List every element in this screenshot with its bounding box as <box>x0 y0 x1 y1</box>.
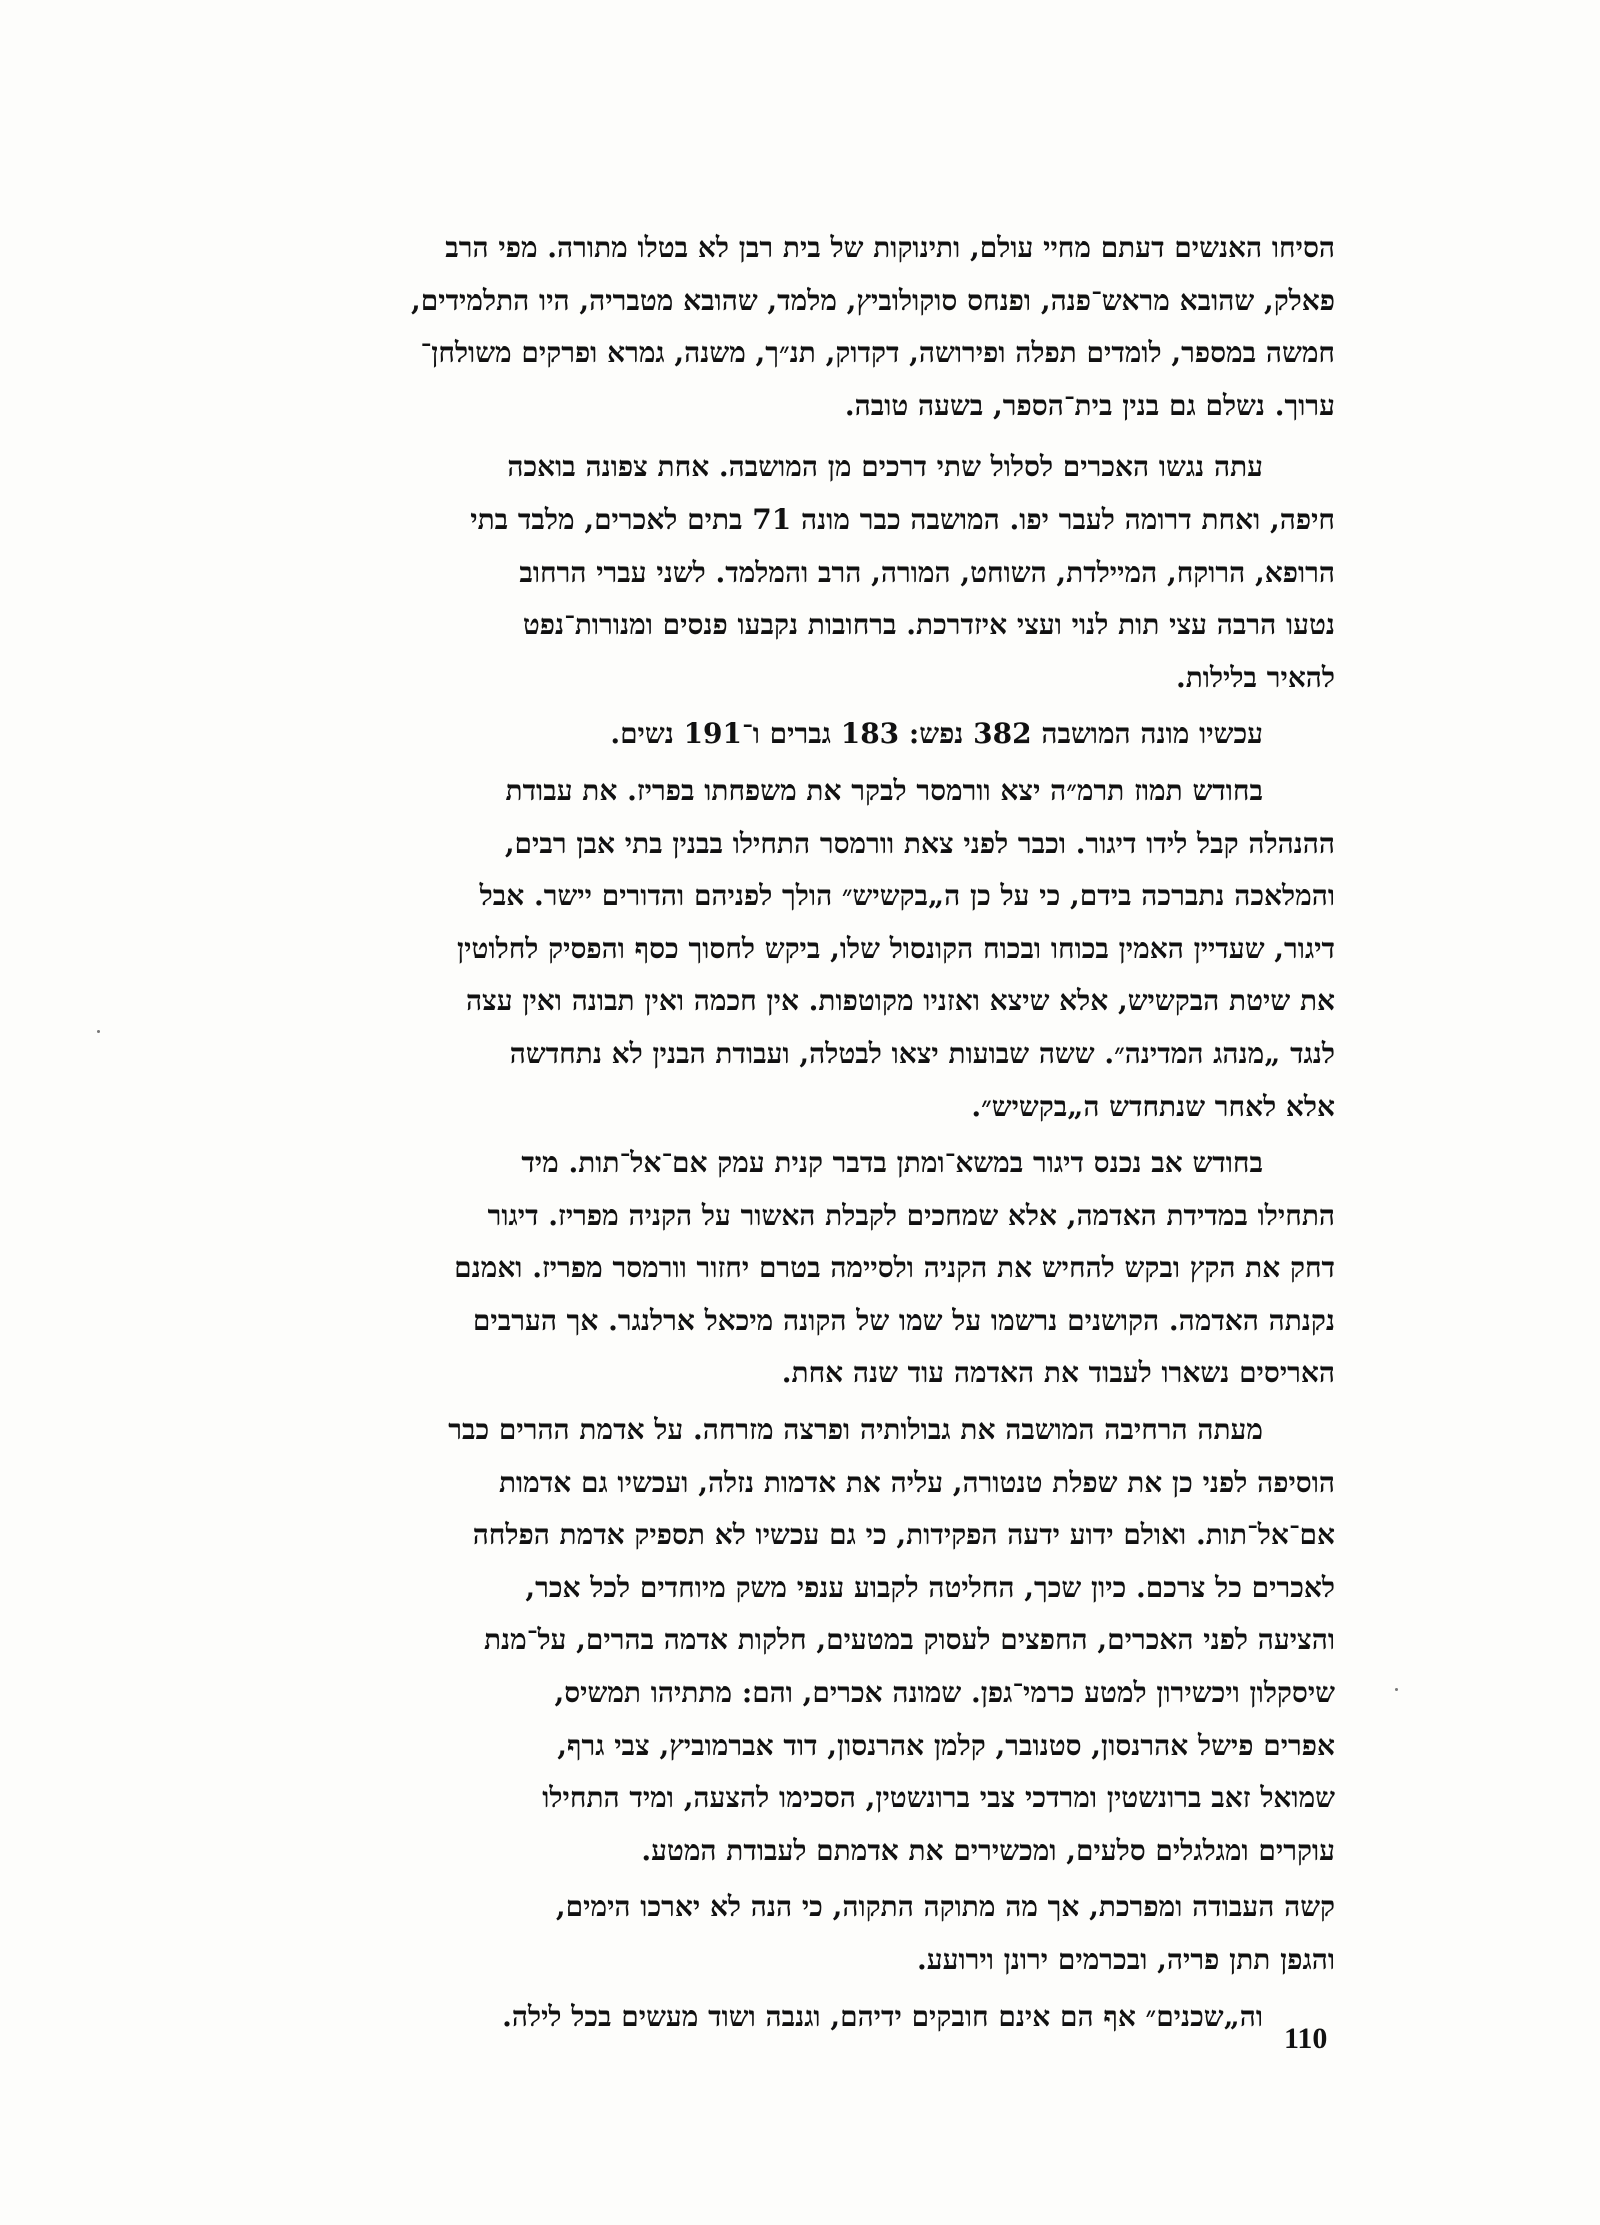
page-number: 110 <box>1284 2022 1328 2055</box>
paragraph <box>270 1881 1335 1986</box>
text-line: הרופא, הרוקח, המיילדת, השוחט, המורה, הרב והמלמד. לשני עברי הרחוב <box>519 555 1335 589</box>
scan-speck <box>97 1030 100 1033</box>
text-line: ההנהלה קבל לידו דיגור. וכבר לפני צאת וורמסר התחילו בבנין בתי אבן רבים, <box>504 826 1335 860</box>
paragraph <box>270 765 1335 1133</box>
text-line: בחודש תמוז תרמ״ה יצא וורמסר לבקר את משפחתו בפריז. את עבודת <box>505 773 1263 807</box>
text-line: דחק את הקץ ובקש להחיש את הקניה ולסיימה בטרם יחזור וורמסר מפריז. ואמנם <box>454 1251 1335 1285</box>
hebrew-text-body <box>270 222 1335 2043</box>
text-line: חיפה, ואחת דרומה לעבר יפו. המושבה כבר מונה 71 בתים לאכרים, מלבד בתי <box>470 502 1335 536</box>
text-line: חמשה במספר, לומדים תפלה ופירושה, דקדוק, תנ״ך, משנה, גמרא ופרקים משולחן־ <box>420 336 1335 370</box>
text-line: בחודש אב נכנס דיגור במשא־ומתן בדבר קנית עמק אם־אל־תות. מיד <box>521 1146 1263 1180</box>
text-line: האריסים נשארו לעבוד את האדמה עוד שנה אחת. <box>781 1356 1335 1390</box>
paragraph <box>270 1404 1335 1877</box>
paragraph <box>270 222 1335 432</box>
text-line: ערוך. נשלם גם בנין בית־הספר, בשעה טובה. <box>844 388 1335 422</box>
paragraph <box>270 708 1335 761</box>
paragraph <box>270 1137 1335 1400</box>
text-line: אלא לאחר שנתחדש ה„בקשיש״. <box>971 1089 1335 1123</box>
text-line: לנגד „מנהג המדינה״. ששה שבועות יצאו לבטלה, ועבודת הבנין לא נתחדשה <box>509 1036 1335 1070</box>
text-line: נטעו הרבה עצי תות לנוי ועצי איזדרכת. ברחובות נקבעו פנסים ומנורות־נפט <box>522 608 1335 642</box>
text-line: הוסיפה לפני כן את שפלת טנטורה, עליה את אדמות נזלה, ועכשיו גם אדמות <box>498 1465 1335 1499</box>
text-line: פאלק, שהובא מראש־פנה, ופנחס סוקולוביץ, מלמד, שהובא מטבריה, היו התלמידים, <box>411 283 1335 317</box>
scan-speck <box>1395 1688 1398 1691</box>
text-line: דיגור, שעדיין האמין בכוחו ובכוח הקונסול שלו, ביקש לחסוך כסף והפסיק לחלוטין <box>457 931 1335 965</box>
text-line: את שיטת הבקשיש, אלא שיצא ואזניו מקוטפות. אין חכמה ואין תבונה ואין עצה <box>465 984 1335 1018</box>
text-line: והמלאכה נתברכה בידם, כי על כן ה„בקשיש״ הולך לפניהם והדורים יישר. אבל <box>479 879 1335 913</box>
text-line: להאיר בלילות. <box>1175 660 1335 694</box>
text-line: עתה נגשו האכרים לסלול שתי דרכים מן המושבה. אחת צפונה בואכה <box>507 450 1263 484</box>
text-line: עכשיו מונה המושבה 382 נפש: 183 גברים ו־191 נשים. <box>610 717 1263 751</box>
text-line: אם־אל־תות. ואולם ידוע ידעה הפקידות, כי גם עכשיו לא תספיק אדמת הפלחה <box>472 1518 1335 1552</box>
text-line: שיסקלון ויכשירון למטע כרמי־גפן. שמונה אכרים, והם: מתתיהו תמשיס, <box>554 1676 1335 1710</box>
text-line: מעתה הרחיבה המושבה את גבולותיה ופרצה מזרחה. על אדמת ההרים כבר <box>448 1413 1263 1447</box>
text-line: התחילו במדידת האדמה, אלא שמחכים לקבלת האשור על הקניה מפריז. דיגור <box>487 1198 1335 1232</box>
text-line: אפרים פישל אהרנסון, סטנובר, קלמן אהרנסון, דוד אברמוביץ, צבי גרף, <box>557 1728 1335 1762</box>
paragraph <box>270 441 1335 704</box>
text-line: והציעה לפני האכרים, החפצים לעסוק במטעים, חלקות אדמה בהרים, על־מנת <box>483 1623 1335 1657</box>
text-line: עוקרים ומגלגלים סלעים, ומכשירים את אדמתם לעבודת המטע. <box>641 1833 1335 1867</box>
paragraph <box>270 1991 1335 2044</box>
text-line: שמואל זאב ברונשטין ומרדכי צבי ברונשטין, הסכימו להצעה, ומיד התחילו <box>542 1781 1335 1815</box>
text-line: קשה העבודה ומפרכת, אך מה מתוקה התקוה, כי הנה לא יארכו הימים, <box>555 1890 1335 1924</box>
text-line: והגפן תתן פריה, ובכרמים ירונן וירועע. <box>917 1943 1335 1976</box>
text-line: נקנתה האדמה. הקושנים נרשמו על שמו של הקונה מיכאל ארלנגר. אך הערבים <box>472 1303 1335 1337</box>
text-line: הסיחו האנשים דעתם מחיי עולם, ותינוקות של בית רבן לא בטלו מתורה. מפי הרב <box>445 231 1335 264</box>
text-line: לאכרים כל צרכם. כיון שכך, החליטה לקבוע ענפי משק מיוחדים לכל אכר, <box>525 1570 1335 1604</box>
text-line: וה„שכנים״ אף הם אינם חובקים ידיהם, וגנבה ושוד מעשים בכל לילה. <box>502 1999 1263 2033</box>
